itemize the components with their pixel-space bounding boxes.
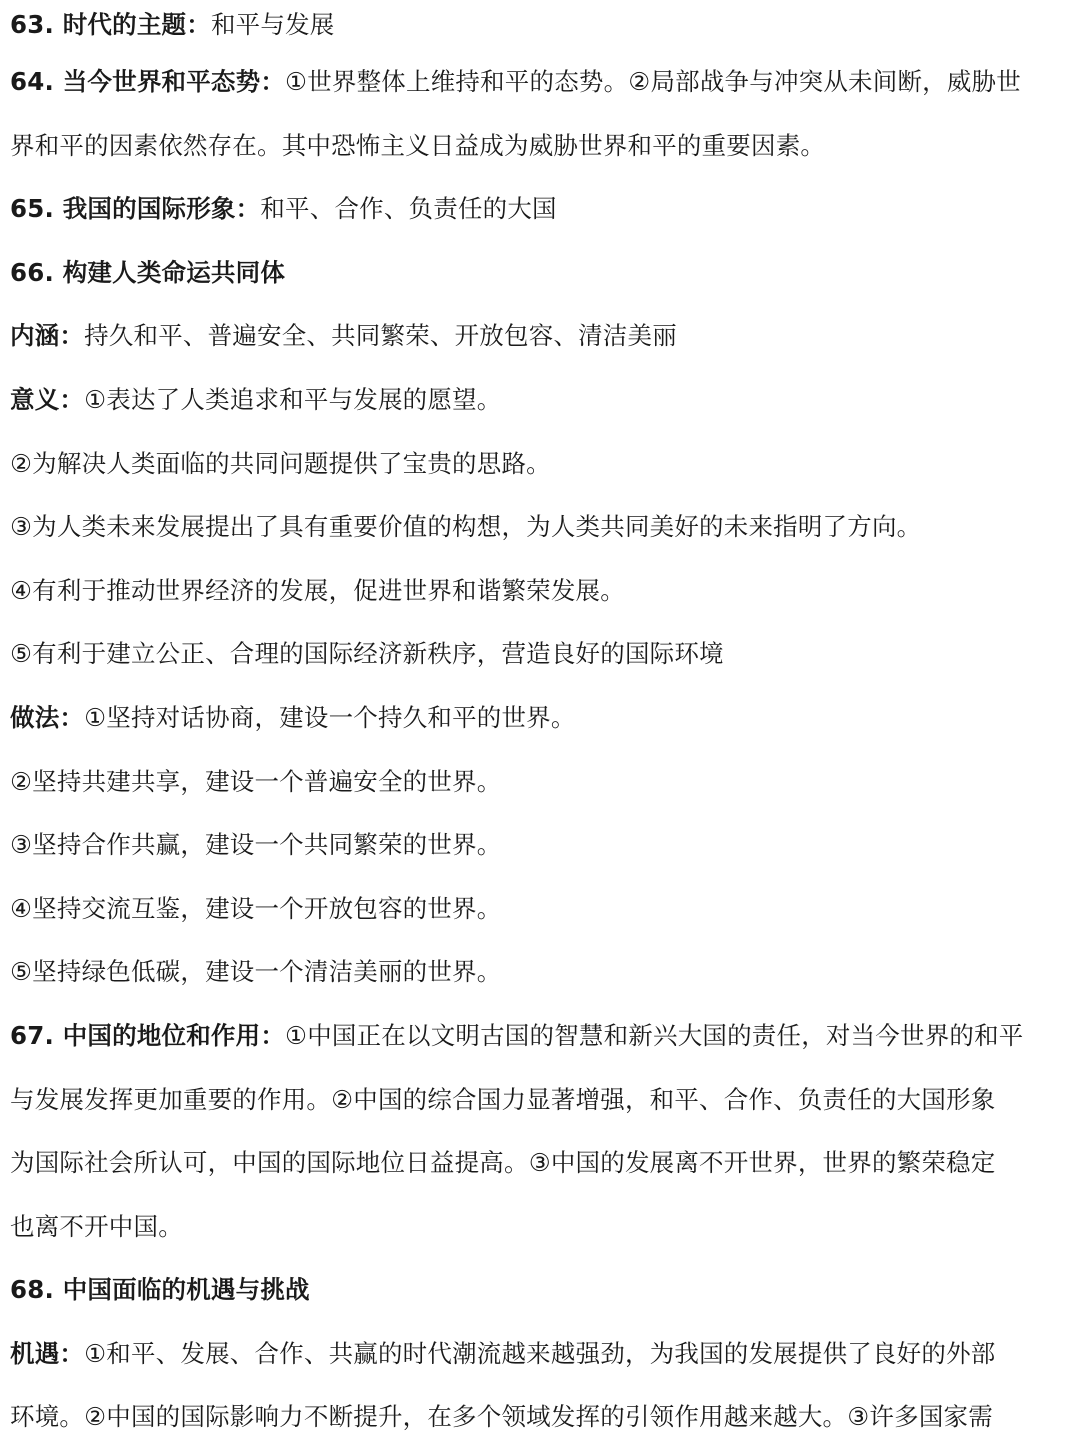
bold-label: 意义：: [10, 384, 85, 414]
text-line: [10, 502, 1076, 566]
line-text: ⑤有利于建立公正、合理的国际经济新秩序，营造良好的国际环境: [10, 639, 724, 669]
line-text: 环境。②中国的国际影响力不断提升，在多个领域发挥的引领作用越来越大。③许多国家需: [10, 1402, 993, 1432]
line-text: ②坚持共建共享，建设一个普遍安全的世界。: [10, 766, 502, 796]
text-line: [10, 629, 1076, 693]
significance-line: [10, 375, 1076, 439]
text-line: [10, 1202, 1076, 1266]
bold-label: 66. 构建人类命运共同体: [10, 257, 286, 287]
line-text: ①坚持对话协商，建设一个持久和平的世界。: [84, 702, 576, 732]
text-line: [10, 566, 1076, 630]
line-text: 界和平的因素依然存在。其中恐怖主义日益成为威胁世界和平的重要因素。: [10, 130, 826, 160]
text-line: [10, 947, 1076, 1011]
line-text: ③为人类未来发展提出了具有重要价值的构想，为人类共同美好的未来指明了方向。: [10, 512, 922, 542]
bold-label: 67. 中国的地位和作用：: [10, 1020, 286, 1050]
text-line: [10, 1392, 1076, 1456]
approach-line: [10, 693, 1076, 757]
line-text: 也离不开中国。: [10, 1211, 183, 1241]
line-text: 为国际社会所认可，中国的国际地位日益提高。③中国的发展离不开世界，世界的繁荣稳定: [10, 1148, 996, 1178]
text-line: [10, 757, 1076, 821]
line-text: ①表达了人类追求和平与发展的愿望。: [84, 384, 502, 414]
line-text: 与发展发挥更加重要的作用。②中国的综合国力显著增强，和平、合作、负责任的大国形象: [10, 1084, 996, 1114]
line-text: ②为解决人类面临的共同问题提供了宝贵的思路。: [10, 448, 551, 478]
item-68-heading: [10, 1265, 1076, 1329]
item-67-heading: [10, 1011, 1076, 1075]
item-64-heading: [10, 57, 1076, 121]
bold-label: 64. 当今世界和平态势：: [10, 67, 286, 96]
item-65-heading: [10, 184, 1076, 248]
line-text: 和平、合作、负责任的大国: [260, 194, 557, 224]
bold-label: 65. 我国的国际形象：: [10, 194, 261, 224]
line-text: ①中国正在以文明古国的智慧和新兴大国的责任，对当今世界的和平: [285, 1020, 1024, 1050]
bold-label: 68. 中国面临的机遇与挑战: [10, 1275, 310, 1305]
bold-label: 63. 时代的主题：: [10, 10, 211, 39]
line-text: ⑤坚持绿色低碳，建设一个清洁美丽的世界。: [10, 957, 502, 987]
connotation-line: [10, 311, 1076, 375]
line-text: ①和平、发展、合作、共赢的时代潮流越来越强劲，为我国的发展提供了良好的外部: [84, 1338, 996, 1368]
line-text: ④坚持交流互鉴，建设一个开放包容的世界。: [10, 893, 502, 923]
line-text: ①世界整体上维持和平的态势。②局部战争与冲突从未间断，威胁世: [285, 67, 1021, 96]
text-line: [10, 820, 1076, 884]
opportunity-line: [10, 1329, 1076, 1393]
document-page: [10, 0, 1076, 1456]
item-63-heading: [10, 0, 1076, 57]
line-text: ④有利于推动世界经济的发展，促进世界和谐繁荣发展。: [10, 575, 625, 605]
line-text: ③坚持合作共赢，建设一个共同繁荣的世界。: [10, 830, 502, 860]
text-line: [10, 1075, 1076, 1139]
text-line: [10, 439, 1076, 503]
text-line: [10, 1138, 1076, 1202]
item-66-heading: [10, 248, 1076, 312]
text-line: [10, 121, 1076, 185]
bold-label: 内涵：: [10, 321, 85, 351]
bold-label: 机遇：: [10, 1338, 85, 1368]
line-text: 和平与发展: [210, 10, 335, 39]
line-text: 持久和平、普遍安全、共同繁荣、开放包容、清洁美丽: [84, 321, 677, 351]
bold-label: 做法：: [10, 702, 85, 732]
text-line: [10, 884, 1076, 948]
